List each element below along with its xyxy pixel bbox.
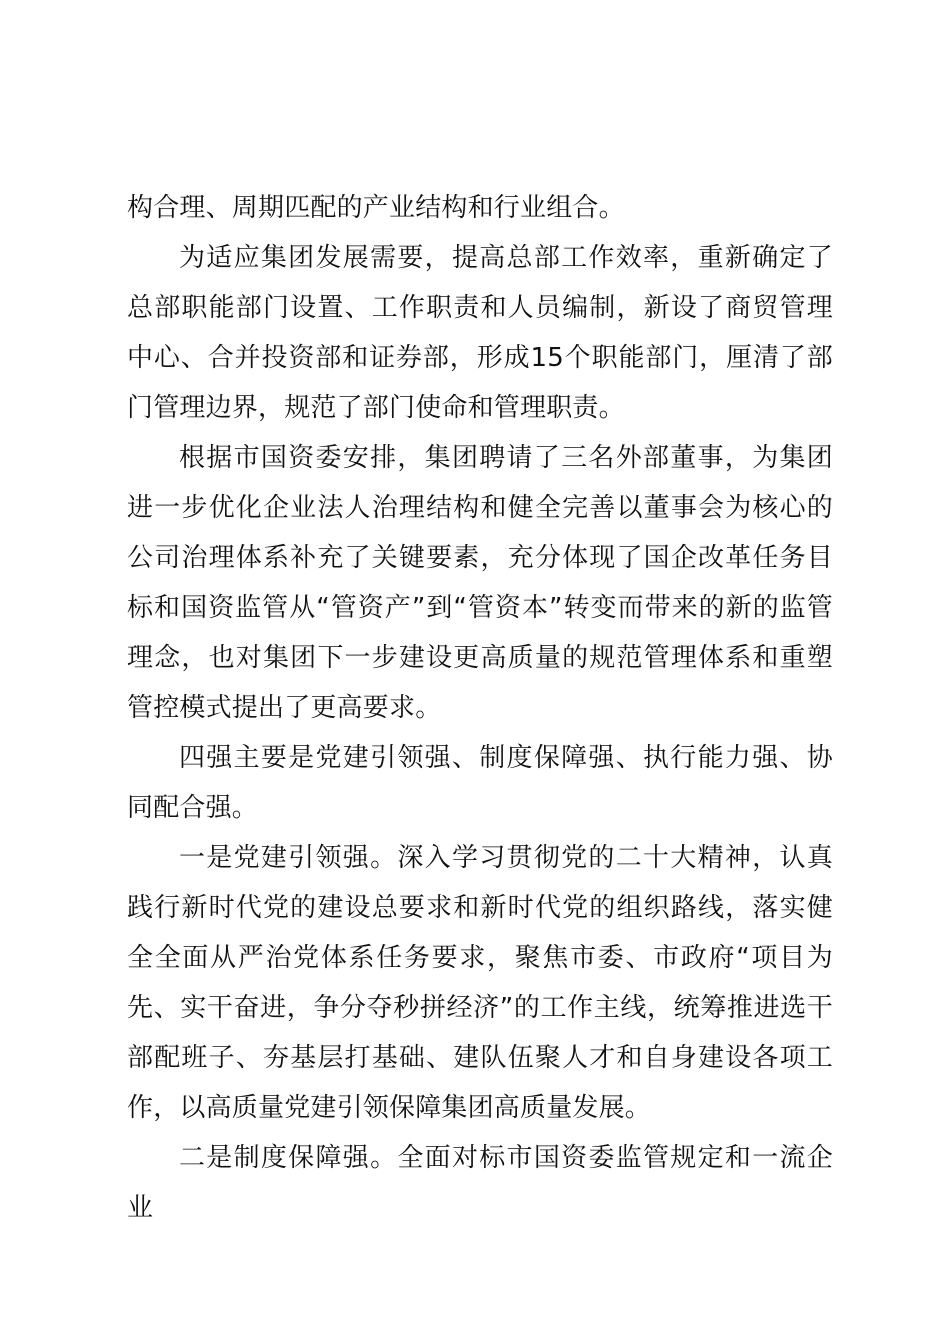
paragraph-2: 为适应集团发展需要，提高总部工作效率，重新确定了总部职能部门设置、工作职责和人员编制，新设了商贸管理中心、合并投资部和证券部，形成15个职能部门，厘清了部门管理边界，规范了部门使命和管理职责。 bbox=[127, 243, 833, 423]
paragraph-1: 构合理、周期匹配的产业结构和行业组合。 bbox=[127, 193, 625, 223]
paragraph-6: 二是制度保障强。全面对标市国资委监管规定和一流企业 bbox=[127, 1143, 833, 1223]
paragraph-5: 一是党建引领强。深入学习贯彻党的二十大精神，认真践行新时代党的建设总要求和新时代党的组织路线，落实健全全面从严治党体系任务要求，聚焦市委、市政府“项目为先、实干奋进，争分夺秒拼经济”的工作主线，统筹推进选干部配班子、夯基层打基础、建队伍聚人才和自身建设各项工作，以高质量党建引领保障集团高质量发展。 bbox=[127, 843, 833, 1123]
paragraph-4: 四强主要是党建引领强、制度保障强、执行能力强、协同配合强。 bbox=[127, 743, 833, 823]
paragraph-3: 根据市国资委安排，集团聘请了三名外部董事，为集团进一步优化企业法人治理结构和健全完善以董事会为核心的公司治理体系补充了关键要素，充分体现了国企改革任务目标和国资监管从“管资产”到“管资本”转变而带来的新的监管理念，也对集团下一步建设更高质量的规范管理体系和重塑管控模式提出了更高要求。 bbox=[127, 443, 833, 723]
document-body bbox=[127, 183, 833, 1233]
